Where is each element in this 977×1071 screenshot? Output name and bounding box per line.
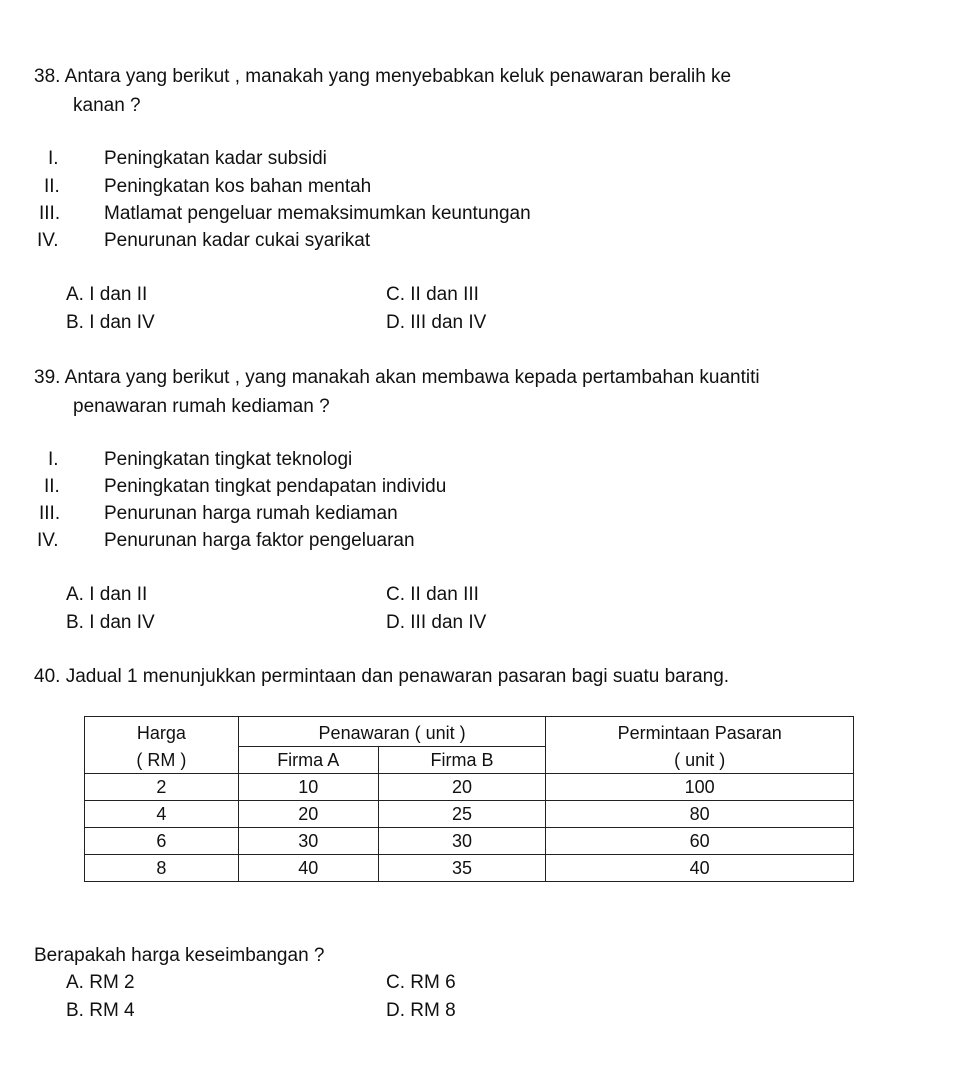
header-permintaan-unit: ( unit ) (546, 747, 854, 774)
header-penawaran: Penawaran ( unit ) (238, 717, 546, 747)
q38-option-b: B. I dan IV (66, 312, 155, 333)
cell-firma-b: 20 (378, 774, 546, 801)
q39-item-num-3: III. (39, 503, 61, 524)
q39-stem-line2: penawaran rumah kediaman ? (73, 396, 330, 417)
q38-option-c: C. II dan III (386, 284, 479, 305)
q39-item-text-4: Penurunan harga faktor pengeluaran (104, 530, 415, 551)
cell-harga: 8 (85, 855, 239, 882)
q39-stem-line1: 39. Antara yang berikut , yang manakah akan membawa kepada pertambahan kuantiti (34, 367, 760, 388)
q40-option-b: B. RM 4 (66, 1000, 135, 1021)
q39-item-text-1: Peningkatan tingkat teknologi (104, 449, 353, 470)
cell-firma-b: 30 (378, 828, 546, 855)
q39-option-b: B. I dan IV (66, 612, 155, 633)
cell-firma-a: 20 (238, 801, 378, 828)
q38-item-text-1: Peningkatan kadar subsidi (104, 148, 327, 169)
table-header-row-1 (85, 717, 854, 747)
cell-permintaan: 60 (546, 828, 854, 855)
q39-item-text-3: Penurunan harga rumah kediaman (104, 503, 398, 524)
cell-harga: 4 (85, 801, 239, 828)
q40-option-c: C. RM 6 (386, 972, 456, 993)
table-row (85, 774, 854, 801)
cell-permintaan: 80 (546, 801, 854, 828)
cell-firma-a: 30 (238, 828, 378, 855)
q39-item-text-2: Peningkatan tingkat pendapatan individu (104, 476, 447, 497)
q38-stem-line1: 38. Antara yang berikut , manakah yang menyebabkan keluk penawaran beralih ke (34, 66, 732, 87)
header-harga: Harga (85, 717, 239, 747)
cell-harga: 2 (85, 774, 239, 801)
q38-item-num-1: I. (48, 148, 59, 169)
q40-stem: 40. Jadual 1 menunjukkan permintaan dan penawaran pasaran bagi suatu barang. (34, 666, 730, 687)
q39-item-num-2: II. (44, 476, 60, 497)
q40-option-a: A. RM 2 (66, 972, 135, 993)
cell-firma-b: 25 (378, 801, 546, 828)
cell-permintaan: 40 (546, 855, 854, 882)
table-row (85, 855, 854, 882)
q39-option-c: C. II dan III (386, 584, 479, 605)
q39-item-num-1: I. (48, 449, 59, 470)
q38-stem-line2: kanan ? (73, 95, 141, 116)
q38-item-num-3: III. (39, 203, 61, 224)
cell-firma-a: 10 (238, 774, 378, 801)
cell-firma-a: 40 (238, 855, 378, 882)
header-firma-a: Firma A (238, 747, 378, 774)
header-permintaan: Permintaan Pasaran (546, 717, 854, 747)
cell-firma-b: 35 (378, 855, 546, 882)
q38-item-num-2: II. (44, 176, 60, 197)
table-row (85, 828, 854, 855)
cell-harga: 6 (85, 828, 239, 855)
jadual-1-table (84, 716, 854, 882)
table-header-row-2 (85, 747, 854, 774)
q38-option-a: A. I dan II (66, 284, 148, 305)
q38-item-text-2: Peningkatan kos bahan mentah (104, 176, 372, 197)
cell-permintaan: 100 (546, 774, 854, 801)
q39-option-a: A. I dan II (66, 584, 148, 605)
q38-option-d: D. III dan IV (386, 312, 487, 333)
q39-item-num-4: IV. (37, 530, 59, 551)
q40-question: Berapakah harga keseimbangan ? (34, 945, 325, 966)
header-harga-unit: ( RM ) (85, 747, 239, 774)
table-row (85, 801, 854, 828)
header-firma-b: Firma B (378, 747, 546, 774)
q38-item-num-4: IV. (37, 230, 59, 251)
q39-option-d: D. III dan IV (386, 612, 487, 633)
q38-item-text-4: Penurunan kadar cukai syarikat (104, 230, 371, 251)
q40-option-d: D. RM 8 (386, 1000, 456, 1021)
q38-item-text-3: Matlamat pengeluar memaksimumkan keuntungan (104, 203, 531, 224)
